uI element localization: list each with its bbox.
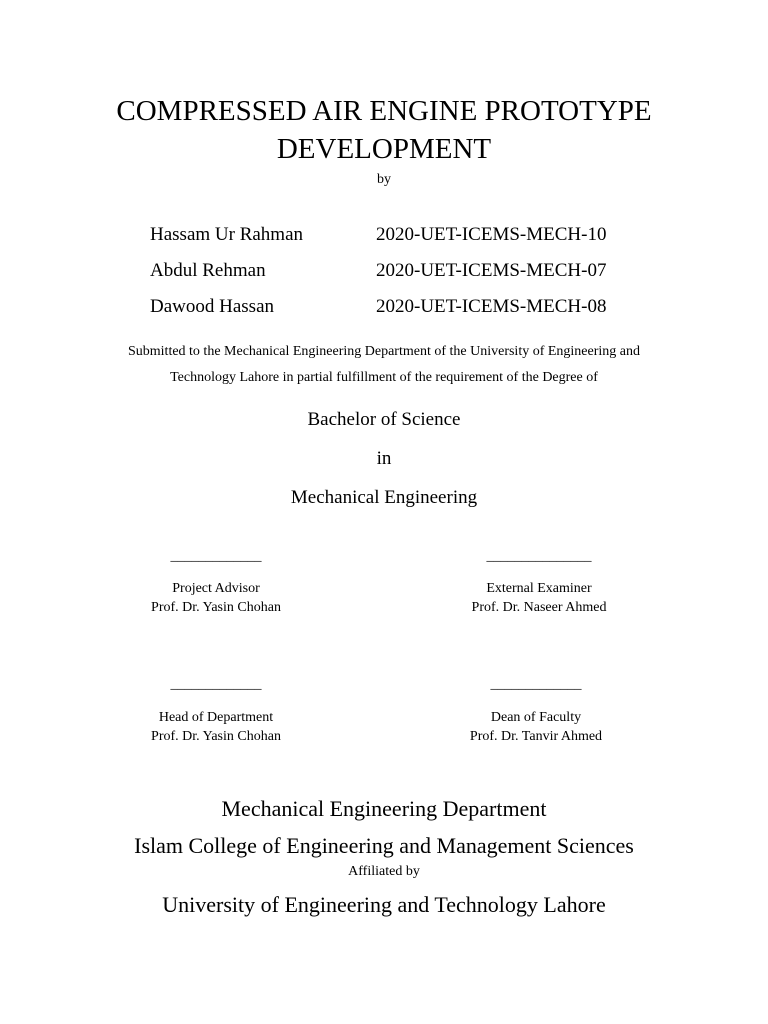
signature-role: External Examiner	[486, 581, 592, 596]
signature-line: _____________	[170, 677, 262, 692]
signature-line: _____________	[490, 677, 582, 692]
title-line-1: COMPRESSED AIR ENGINE PROTOTYPE	[116, 95, 652, 127]
university-name: University of Engineering and Technology Lahore	[162, 892, 606, 917]
signature-person: Prof. Dr. Yasin Chohan	[151, 729, 281, 744]
signature-line: _______________	[486, 549, 592, 564]
submission-statement	[0, 339, 768, 391]
signature-role: Dean of Faculty	[490, 710, 582, 725]
by-label: by	[377, 172, 391, 187]
signature-role: Head of Department	[158, 710, 274, 725]
author-registration: 2020-UET-ICEMS-MECH-07	[376, 260, 607, 281]
signature-person: Prof. Dr. Tanvir Ahmed	[469, 729, 603, 744]
author-name: Hassam Ur Rahman	[150, 224, 304, 245]
degree-name: Bachelor of Science	[307, 409, 461, 430]
degree-in: in	[376, 448, 392, 469]
author-registration: 2020-UET-ICEMS-MECH-10	[376, 224, 607, 245]
signature-line: _____________	[170, 549, 262, 564]
signature-role: Project Advisor	[172, 581, 260, 596]
department-name: Mechanical Engineering Department	[221, 796, 547, 821]
college-name: Islam College of Engineering and Management Sciences	[134, 833, 634, 858]
submission-line-2: Technology Lahore in partial fulfillment of the requirement of the Degree of	[170, 370, 598, 385]
author-name: Abdul Rehman	[150, 260, 266, 281]
affiliated-label: Affiliated by	[348, 864, 420, 879]
degree-field: Mechanical Engineering	[290, 487, 478, 508]
author-name: Dawood Hassan	[150, 296, 275, 317]
signature-person: Prof. Dr. Naseer Ahmed	[471, 600, 607, 615]
title-line-2: DEVELOPMENT	[276, 133, 492, 165]
author-registration: 2020-UET-ICEMS-MECH-08	[376, 296, 607, 317]
submission-line-1: Submitted to the Mechanical Engineering Department of the University of Engineering and	[127, 344, 641, 359]
signature-person: Prof. Dr. Yasin Chohan	[151, 600, 281, 615]
document-title	[0, 92, 768, 168]
